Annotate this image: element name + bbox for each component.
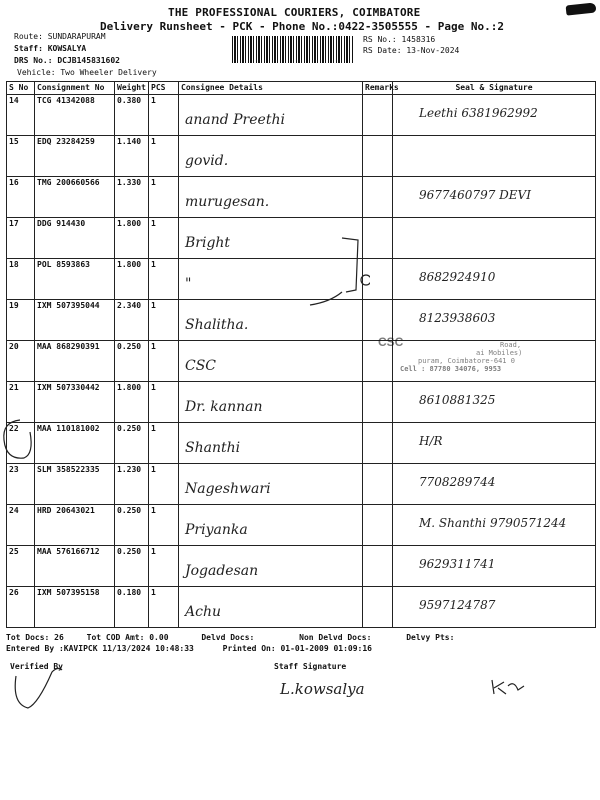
row-consignee (179, 464, 363, 505)
runsheet-title: Delivery Runsheet - PCK - Phone No.:0422-3505555 - Page No.:2 (100, 20, 504, 33)
table-row (7, 464, 596, 505)
staff-signature-label: Staff Signature (274, 662, 347, 671)
delvd-docs: Delvd Docs: (201, 633, 255, 642)
route-label: Route: SUNDARAPURAM (14, 32, 106, 41)
signature-handwriting: Leethi 6381962992 (419, 106, 538, 120)
bracket-scribble (290, 210, 370, 310)
signature-handwriting: H/R (419, 434, 443, 448)
row-consignee (179, 505, 363, 546)
row-weight: 0.250 (115, 341, 149, 382)
row-sno: 19 (7, 300, 35, 341)
consignee-handwriting: Jogadesan (185, 563, 259, 579)
row-remarks (363, 464, 393, 505)
row-consignee (179, 341, 363, 382)
row-pcs: 1 (149, 546, 179, 587)
table-row (7, 505, 596, 546)
row-remarks (363, 95, 393, 136)
row-sno: 17 (7, 218, 35, 259)
row-weight: 0.250 (115, 546, 149, 587)
row-consignment-no: MAA 110181002 (35, 423, 115, 464)
row-sno: 24 (7, 505, 35, 546)
consignee-handwriting: Shalitha. (185, 317, 249, 333)
row-pcs: 1 (149, 300, 179, 341)
row-consignment-no: SLM 358522335 (35, 464, 115, 505)
row-sno: 25 (7, 546, 35, 587)
row-consignee (179, 95, 363, 136)
stamp-line2: ai Mobiles) (476, 349, 523, 357)
table-row (7, 95, 596, 136)
row-pcs: 1 (149, 177, 179, 218)
table-row (7, 423, 596, 464)
col-consignee: Consignee Details (179, 82, 363, 95)
row-pcs: 1 (149, 136, 179, 177)
row-consignee (179, 382, 363, 423)
row-weight: 1.330 (115, 177, 149, 218)
company-title: THE PROFESSIONAL COURIERS, COIMBATORE (168, 6, 421, 19)
row-consignment-no: EDQ 23284259 (35, 136, 115, 177)
rs-number: RS No.: 1458316 (363, 35, 436, 44)
shop-stamp (378, 335, 568, 399)
stamp-line3: puram, Coimbatore-641 0 (418, 357, 515, 365)
row-22-circle (0, 418, 40, 462)
table-row (7, 587, 596, 628)
signature-handwriting: 9677460797 DEVI (419, 188, 531, 202)
consignee-handwriting: Achu (185, 604, 221, 620)
row-sno: 22 (7, 423, 35, 464)
signature-handwriting: 8610881325 (419, 393, 496, 407)
col-weight: Weight (115, 82, 149, 95)
row-pcs: 1 (149, 464, 179, 505)
table-header-row (7, 82, 596, 95)
row-sno: 14 (7, 95, 35, 136)
row-weight: 0.180 (115, 587, 149, 628)
consignee-handwriting: " (185, 276, 192, 292)
table-row (7, 136, 596, 177)
row-pcs: 1 (149, 587, 179, 628)
signature-handwriting: 9629311741 (419, 557, 496, 571)
row-weight: 2.340 (115, 300, 149, 341)
row-remarks (363, 136, 393, 177)
row-signature (393, 95, 596, 136)
row-sno: 20 (7, 341, 35, 382)
row-remarks (363, 587, 393, 628)
row-remarks (363, 505, 393, 546)
consignee-handwriting: Priyanka (185, 522, 248, 538)
row-sno: 15 (7, 136, 35, 177)
footer-entry (6, 644, 595, 653)
row-consignment-no: TMG 200660566 (35, 177, 115, 218)
supervisor-initials (488, 676, 528, 700)
row-remarks (363, 546, 393, 587)
ink-blot (566, 2, 597, 15)
row-weight: 1.800 (115, 218, 149, 259)
signature-handwriting: M. Shanthi 9790571244 (419, 516, 567, 530)
vehicle-label: Vehicle: Two Wheeler Delivery (17, 68, 157, 77)
row-sno: 16 (7, 177, 35, 218)
consignee-handwriting: CSC (185, 358, 217, 374)
row-signature (393, 464, 596, 505)
row-consignment-no: IXM 507395158 (35, 587, 115, 628)
consignee-handwriting: Nageshwari (185, 481, 271, 497)
row-pcs: 1 (149, 505, 179, 546)
row-remarks (363, 423, 393, 464)
staff-label: Staff: KOWSALYA (14, 44, 87, 53)
consignee-handwriting: murugesan. (185, 194, 270, 210)
stamp-line4: Cell : 87780 34076, 9953 (400, 365, 502, 373)
row-sno: 26 (7, 587, 35, 628)
signature-handwriting: 9597124787 (419, 598, 496, 612)
row-weight: 0.250 (115, 423, 149, 464)
row-signature (393, 136, 596, 177)
row-consignment-no: MAA 868290391 (35, 341, 115, 382)
col-seal: Seal & Signature (393, 82, 596, 95)
row-consignment-no: IXM 507395044 (35, 300, 115, 341)
printed-on: Printed On: 01-01-2009 01:09:16 (222, 644, 372, 653)
verified-by: Verified By (10, 662, 63, 671)
col-consignment: Consignment No (35, 82, 115, 95)
row-weight: 1.800 (115, 259, 149, 300)
row-weight: 1.140 (115, 136, 149, 177)
consignee-handwriting: Bright (185, 235, 231, 251)
row-signature (393, 505, 596, 546)
non-delvd-docs: Non Delvd Docs: (299, 633, 372, 642)
row-weight: 1.230 (115, 464, 149, 505)
row-pcs: 1 (149, 341, 179, 382)
barcode (232, 36, 354, 63)
consignee-handwriting: govid. (185, 153, 229, 169)
row-signature (393, 587, 596, 628)
col-pcs: PCS (149, 82, 179, 95)
row-pcs: 1 (149, 382, 179, 423)
row-weight: 0.380 (115, 95, 149, 136)
rs-date: RS Date: 13-Nov-2024 (363, 46, 460, 55)
delvy-pts: Delvy Pts: (406, 633, 455, 642)
signature-handwriting: 8123938603 (419, 311, 496, 325)
row-consignee (179, 136, 363, 177)
consignee-handwriting: Shanthi (185, 440, 241, 456)
stamp-line1: Road, (500, 341, 522, 349)
row-consignment-no: DDG 914430 (35, 218, 115, 259)
col-sno: S No (7, 82, 35, 95)
row-signature (393, 177, 596, 218)
row-signature (393, 546, 596, 587)
row-signature (393, 218, 596, 259)
row-sno: 21 (7, 382, 35, 423)
col-remarks: Remarks (363, 82, 393, 95)
row-pcs: 1 (149, 95, 179, 136)
row-consignment-no: IXM 507330442 (35, 382, 115, 423)
row-pcs: 1 (149, 423, 179, 464)
row-signature (393, 259, 596, 300)
footer-totals (6, 633, 595, 642)
row-weight: 1.800 (115, 382, 149, 423)
row-signature (393, 423, 596, 464)
consignee-handwriting: Dr. kannan (185, 399, 263, 415)
verified-signature (8, 664, 68, 714)
row-consignment-no: POL 8593863 (35, 259, 115, 300)
row-sno: 18 (7, 259, 35, 300)
drs-label: DRS No.: DCJB145831602 (14, 56, 120, 65)
row-pcs: 1 (149, 218, 179, 259)
row-weight: 0.250 (115, 505, 149, 546)
signature-handwriting: 7708289744 (419, 475, 496, 489)
tot-cod: Tot COD Amt: 0.00 (86, 633, 169, 642)
row-consignment-no: TCG 41342088 (35, 95, 115, 136)
row-consignment-no: MAA 576166712 (35, 546, 115, 587)
consignee-handwriting: anand Preethi (185, 112, 285, 128)
table-row (7, 546, 596, 587)
tot-docs: Tot Docs: 26 (6, 633, 64, 642)
row-consignment-no: HRD 20643021 (35, 505, 115, 546)
row-pcs: 1 (149, 259, 179, 300)
stamp-brand: CSC (378, 335, 404, 349)
row-consignee (179, 546, 363, 587)
row-consignee (179, 423, 363, 464)
staff-signature-hand: L.kowsalya (280, 680, 365, 698)
entered-by: Entered By :KAVIPCK 11/13/2024 10:48:33 (6, 644, 194, 653)
row-consignee (179, 587, 363, 628)
signature-handwriting: 8682924910 (419, 270, 496, 284)
row-sno: 23 (7, 464, 35, 505)
